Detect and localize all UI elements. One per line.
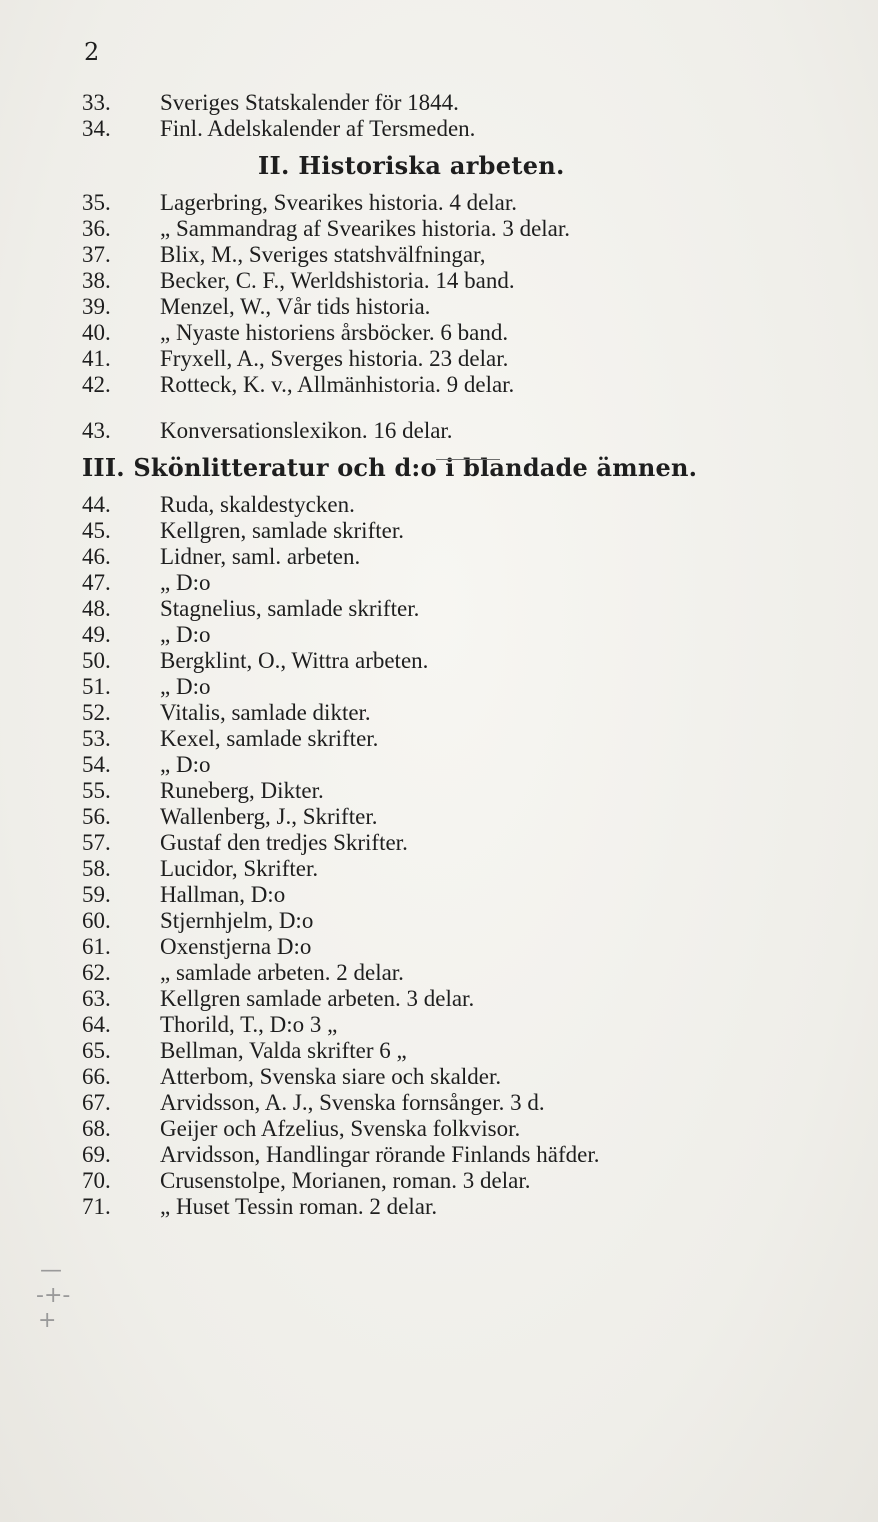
section-heading-history: II. Historiska arbeten.: [258, 151, 565, 180]
entry-text: Wallenberg, J., Skrifter.: [160, 804, 378, 829]
margin-mark: -+-: [36, 1283, 71, 1308]
entry-text: Blix, M., Sveriges statshvälfningar,: [160, 242, 486, 267]
entry-text: Lagerbring, Svearikes historia. 4 delar.: [160, 190, 518, 215]
entry-number: 59.: [82, 882, 111, 907]
list-item: [82, 320, 862, 346]
margin-mark: —: [40, 1258, 62, 1283]
entry-text: „ D:o: [160, 674, 211, 699]
list-item: [82, 372, 862, 398]
section-reference-entries: [82, 90, 862, 142]
list-item: [82, 778, 862, 804]
entry-text: „ Sammandrag af Svearikes historia. 3 delar.: [160, 216, 571, 241]
entry-text: Thorild, T., D:o 3 „: [160, 1012, 338, 1037]
list-item: [82, 518, 862, 544]
list-item: [82, 648, 862, 674]
list-item: [82, 882, 862, 908]
list-item: [82, 492, 862, 518]
spacer: [82, 398, 862, 418]
list-item: [82, 570, 862, 596]
entry-number: 56.: [82, 804, 111, 829]
entry-text: Ruda, skaldestycken.: [160, 492, 355, 517]
entry-number: 41.: [82, 346, 111, 371]
entry-number: 42.: [82, 372, 111, 397]
list-item: [82, 934, 862, 960]
entry-number: 50.: [82, 648, 111, 673]
entry-number: 36.: [82, 216, 111, 241]
list-item: [82, 268, 862, 294]
list-item: [82, 830, 862, 856]
entry-number: 43.: [82, 418, 111, 443]
entry-text: Sveriges Statskalender för 1844.: [160, 90, 459, 115]
entry-text: Vitalis, samlade dikter.: [160, 700, 371, 725]
list-item: [82, 960, 862, 986]
entry-number: 65.: [82, 1038, 111, 1063]
entry-text: Gustaf den tredjes Skrifter.: [160, 830, 408, 855]
list-item: [82, 1090, 862, 1116]
list-item: [82, 674, 862, 700]
entry-number: 60.: [82, 908, 111, 933]
entry-text: Kellgren samlade arbeten. 3 delar.: [160, 986, 475, 1011]
list-item: [82, 622, 862, 648]
page-number: 2: [84, 38, 100, 66]
entry-number: 38.: [82, 268, 111, 293]
entry-text: Lucidor, Skrifter.: [160, 856, 319, 881]
list-item: [82, 986, 862, 1012]
entry-number: 57.: [82, 830, 111, 855]
entry-text: Menzel, W., Vår tids historia.: [160, 294, 431, 319]
list-item: [82, 1194, 862, 1220]
list-item: [82, 1168, 862, 1194]
entry-text: Atterbom, Svenska siare och skalder.: [160, 1064, 502, 1089]
entry-number: 68.: [82, 1116, 111, 1141]
entry-number: 33.: [82, 90, 111, 115]
entry-text: Becker, C. F., Werldshistoria. 14 band.: [160, 268, 515, 293]
section-history-entries: [82, 190, 862, 398]
entry-number: 52.: [82, 700, 111, 725]
entry-number: 51.: [82, 674, 111, 699]
entry-text: Bellman, Valda skrifter 6 „: [160, 1038, 407, 1063]
entry-text: „ Nyaste historiens årsböcker. 6 band.: [160, 320, 509, 345]
entry-text: Geijer och Afzelius, Svenska folkvisor.: [160, 1116, 521, 1141]
entry-text: Stjernhjelm, D:o: [160, 908, 314, 933]
entry-number: 48.: [82, 596, 111, 621]
entry-number: 39.: [82, 294, 111, 319]
entry-text: Arvidsson, Handlingar rörande Finlands häfder.: [160, 1142, 600, 1167]
section-heading-literature: III. Skönlitteratur och d:o i blandade ämnen.: [82, 453, 698, 482]
entry-text: Fryxell, A., Sverges historia. 23 delar.: [160, 346, 509, 371]
entry-text: Runeberg, Dikter.: [160, 778, 324, 803]
entry-text: Rotteck, K. v., Allmänhistoria. 9 delar.: [160, 372, 515, 397]
list-item: [82, 726, 862, 752]
entry-text: Kellgren, samlade skrifter.: [160, 518, 404, 543]
entry-text: „ D:o: [160, 622, 211, 647]
list-item: [82, 190, 862, 216]
entry-number: 71.: [82, 1194, 111, 1219]
list-item: [82, 1038, 862, 1064]
list-item: [82, 1012, 862, 1038]
entry-number: 61.: [82, 934, 111, 959]
entry-number: 69.: [82, 1142, 111, 1167]
entry-number: 53.: [82, 726, 111, 751]
list-item: [82, 90, 862, 116]
entry-number: 66.: [82, 1064, 111, 1089]
section-literature-entries: [82, 492, 862, 1220]
entry-number: 58.: [82, 856, 111, 881]
entry-number: 40.: [82, 320, 111, 345]
entry-number: 34.: [82, 116, 111, 141]
entry-text: Stagnelius, samlade skrifter.: [160, 596, 420, 621]
entry-text: Kexel, samlade skrifter.: [160, 726, 379, 751]
entry-text: Lidner, saml. arbeten.: [160, 544, 361, 569]
entry-number: 67.: [82, 1090, 111, 1115]
catalog-list: [82, 90, 862, 1220]
entry-text: „ D:o: [160, 752, 211, 777]
entry-number: 49.: [82, 622, 111, 647]
entry-number: 70.: [82, 1168, 111, 1193]
entry-text: Arvidsson, A. J., Svenska fornsånger. 3 d.: [160, 1090, 545, 1115]
list-item: [82, 242, 862, 268]
list-item: [82, 1116, 862, 1142]
entry-text: Oxenstjerna D:o: [160, 934, 312, 959]
list-item: [82, 294, 862, 320]
entry-text: Finl. Adelskalender af Tersmeden.: [160, 116, 476, 141]
list-item: [82, 544, 862, 570]
entry-text: Bergklint, O., Wittra arbeten.: [160, 648, 429, 673]
list-item: [82, 856, 862, 882]
entry-number: 44.: [82, 492, 111, 517]
section-history-extra-entries: [82, 418, 862, 444]
margin-mark: +: [38, 1308, 57, 1333]
list-item: [82, 752, 862, 778]
separator-line: [436, 459, 500, 460]
entry-number: 46.: [82, 544, 111, 569]
entry-text: Konversationslexikon. 16 delar.: [160, 418, 453, 443]
entry-number: 62.: [82, 960, 111, 985]
entry-text: „ D:o: [160, 570, 211, 595]
entry-number: 45.: [82, 518, 111, 543]
entry-text: Hallman, D:o: [160, 882, 286, 907]
list-item: [82, 1064, 862, 1090]
list-item: [82, 596, 862, 622]
list-item: [82, 700, 862, 726]
entry-number: 54.: [82, 752, 111, 777]
list-item: [82, 804, 862, 830]
list-item: [82, 346, 862, 372]
list-item: [82, 418, 862, 444]
entry-text: Crusenstolpe, Morianen, roman. 3 delar.: [160, 1168, 531, 1193]
entry-number: 63.: [82, 986, 111, 1011]
list-item: [82, 908, 862, 934]
entry-number: 37.: [82, 242, 111, 267]
entry-number: 55.: [82, 778, 111, 803]
list-item: [82, 116, 862, 142]
entry-text: „ Huset Tessin roman. 2 delar.: [160, 1194, 438, 1219]
entry-number: 64.: [82, 1012, 111, 1037]
list-item: [82, 1142, 862, 1168]
entry-number: 47.: [82, 570, 111, 595]
entry-text: „ samlade arbeten. 2 delar.: [160, 960, 404, 985]
entry-number: 35.: [82, 190, 111, 215]
list-item: [82, 216, 862, 242]
